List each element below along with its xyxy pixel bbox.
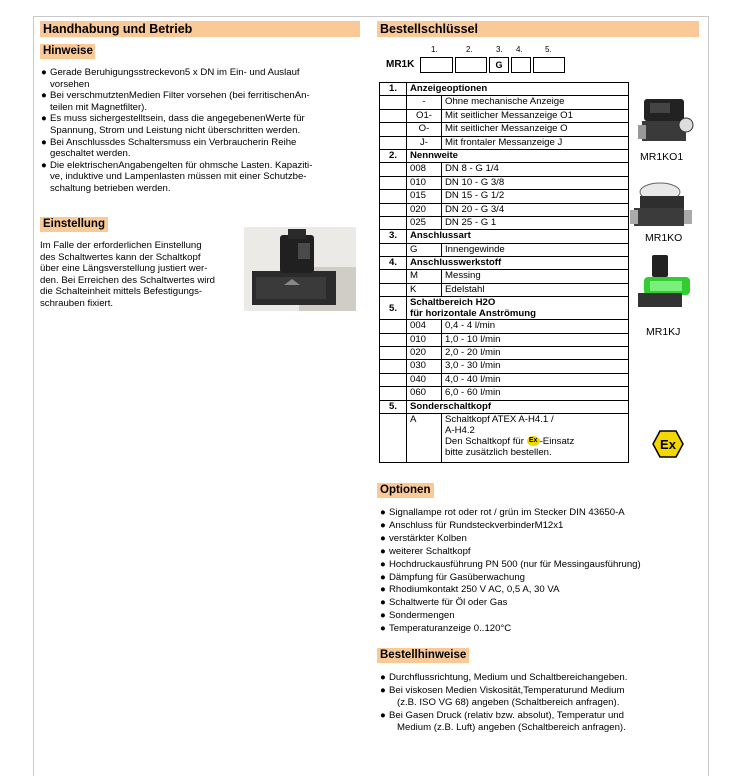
product-label-mr1ko1: MR1KO1 bbox=[640, 151, 684, 163]
product-label-mr1kj: MR1KJ bbox=[646, 326, 681, 338]
product-label-mr1ko: MR1KO bbox=[645, 232, 683, 244]
bestellhinweise-list bbox=[380, 672, 698, 735]
order-code-prefix: MR1K bbox=[386, 59, 415, 70]
code-position-5: 5. bbox=[545, 45, 552, 54]
table-section-header: 5. Schaltbereich H2O für horizontale Anströmung bbox=[380, 297, 629, 320]
option-item: ● weiterer Schaltkopf bbox=[380, 545, 471, 557]
option-item: ● Rhodiumkontakt 250 V AC, 0,5 A, 30 VA bbox=[380, 584, 560, 596]
section-header-bestellschluessel: Bestellschlüssel bbox=[377, 21, 699, 37]
table-row: 025 DN 25 - G 1 bbox=[380, 216, 629, 229]
table-row: 030 3,0 - 30 l/min bbox=[380, 360, 629, 373]
table-row: G Innengewinde bbox=[380, 243, 629, 256]
product-photo-mr1ko bbox=[630, 180, 692, 230]
einstellung-text: Im Falle der erforderlichen Einstellung des Schaltwertes kann der Schaltkopf über eine Längsverstellung justiert wer- den. Bei Erreichen des Schaltwertes wird die Schalteinheit mittels Befestigungs- schrauben fixiert. bbox=[40, 240, 215, 309]
table-row: 015 DN 15 - G 1/2 bbox=[380, 190, 629, 203]
bestellhinweis-item: ● Bei viskosen Medien Viskosität,Temperaturund Medium (z.B. ISO VG 68) angeben (Schaltbereich anfragen). bbox=[380, 684, 625, 709]
table-row: 020 2,0 - 20 l/min bbox=[380, 347, 629, 360]
subheader-einstellung: Einstellung bbox=[40, 217, 108, 232]
table-section-header: 5. Sonderschaltkopf bbox=[380, 400, 629, 413]
table-row: - Ohne mechanische Anzeige bbox=[380, 96, 629, 109]
bestellhinweis-item: ● Bei Gasen Druck (relativ bzw. absolut), Temperatur und Medium (z.B. Luft) angeben (Schaltbereich anfragen). bbox=[380, 709, 626, 734]
table-row: 008 DN 8 - G 1/4 bbox=[380, 163, 629, 176]
option-item: ● Temperaturanzeige 0..120°C bbox=[380, 623, 512, 635]
option-item: ● Hochdruckausführung PN 500 (nur für Messingausführung) bbox=[380, 558, 641, 570]
subheader-hinweise: Hinweise bbox=[40, 44, 95, 59]
table-row: O1- Mit seitlicher Messanzeige O1 bbox=[380, 109, 629, 122]
section-header-handhabung: Handhabung und Betrieb bbox=[40, 21, 360, 37]
table-section-header: 2. Nennweite bbox=[380, 149, 629, 162]
ex-mini-icon: Ex bbox=[527, 436, 540, 446]
option-item: ● Schaltwerte für Öl oder Gas bbox=[380, 597, 508, 609]
svg-text:Ex: Ex bbox=[660, 437, 676, 452]
hinweis-item: ● Es muss sichergestelltsein, dass die angegebenenWerte für Spannung, Strom und Leistung nicht überschritten werden. bbox=[41, 113, 305, 136]
table-row: 060 6,0 - 60 l/min bbox=[380, 387, 629, 400]
code-box-3: G bbox=[489, 57, 509, 73]
table-row: J- Mit frontaler Messanzeige J bbox=[380, 136, 629, 149]
table-section-header: 3. Anschlussart bbox=[380, 230, 629, 243]
code-position-3: 3. bbox=[496, 45, 503, 54]
hinweis-item: ● Bei verschmutztenMedien Filter vorsehen (bei ferritischenAn- teilen mit Magnetfilter). bbox=[41, 90, 310, 113]
adjustment-switch-photo bbox=[244, 227, 356, 311]
table-row: 004 0,4 - 4 l/min bbox=[380, 320, 629, 333]
product-photo-mr1ko1 bbox=[636, 95, 694, 147]
table-row: O- Mit seitlicher Messanzeige O bbox=[380, 123, 629, 136]
option-item: ● Anschluss für RundsteckverbinderM12x1 bbox=[380, 519, 564, 531]
table-row: 010 1,0 - 10 l/min bbox=[380, 333, 629, 346]
code-position-1: 1. bbox=[431, 45, 438, 54]
product-photo-mr1kj bbox=[636, 253, 694, 311]
table-row: K Edelstahl bbox=[380, 283, 629, 296]
hinweis-item: ● Die elektrischenAngabengelten für ohmsche Lasten. Kapaziti- ve, induktive und Lampenlasten müssen mit einer Schutzbe- schaltung betrieben werden. bbox=[41, 159, 313, 194]
hinweis-item: ● Gerade Beruhigungsstreckevon5 x DN im Ein- und Auslauf vorsehen bbox=[41, 67, 300, 90]
subheader-optionen: Optionen bbox=[377, 483, 434, 498]
code-position-4: 4. bbox=[516, 45, 523, 54]
table-section-header: 4. Anschlusswerkstoff bbox=[380, 257, 629, 270]
table-section-header: 1. Anzeigeoptionen bbox=[380, 83, 629, 96]
bestellhinweis-item: ● Durchflussrichtung, Medium und Schaltbereichangeben. bbox=[380, 672, 628, 683]
table-row: 010 DN 10 - G 3/8 bbox=[380, 176, 629, 189]
code-box-5 bbox=[533, 57, 565, 73]
hinweise-list bbox=[41, 67, 359, 195]
code-box-4 bbox=[511, 57, 531, 73]
table-row: 040 4,0 - 40 l/min bbox=[380, 373, 629, 386]
option-item: ● Sondermengen bbox=[380, 610, 455, 622]
hinweis-item: ● Bei Anschlussdes Schaltersmuss ein Verbraucherin Reihe geschaltet werden. bbox=[41, 136, 297, 160]
option-item: ● Signallampe rot oder rot / grün im Stecker DIN 43650-A bbox=[380, 507, 625, 518]
order-code-table bbox=[379, 82, 629, 463]
atex-ex-icon bbox=[652, 430, 684, 458]
code-position-2: 2. bbox=[466, 45, 473, 54]
table-row: 020 DN 20 - G 3/4 bbox=[380, 203, 629, 216]
subheader-bestellhinweise: Bestellhinweise bbox=[377, 648, 469, 663]
option-item: ● Dämpfung für Gasüberwachung bbox=[380, 571, 525, 583]
table-row: A Schaltkopf ATEX A-H4.1 / A-H4.2 Den Schaltkopf für Ex -Einsatz bitte zusätzlich bestellen. bbox=[380, 413, 629, 462]
option-item: ● verstärkter Kolben bbox=[380, 532, 467, 544]
table-row: M Messing bbox=[380, 270, 629, 283]
code-box-2 bbox=[455, 57, 487, 73]
code-box-1 bbox=[420, 57, 453, 73]
optionen-list bbox=[380, 507, 700, 636]
